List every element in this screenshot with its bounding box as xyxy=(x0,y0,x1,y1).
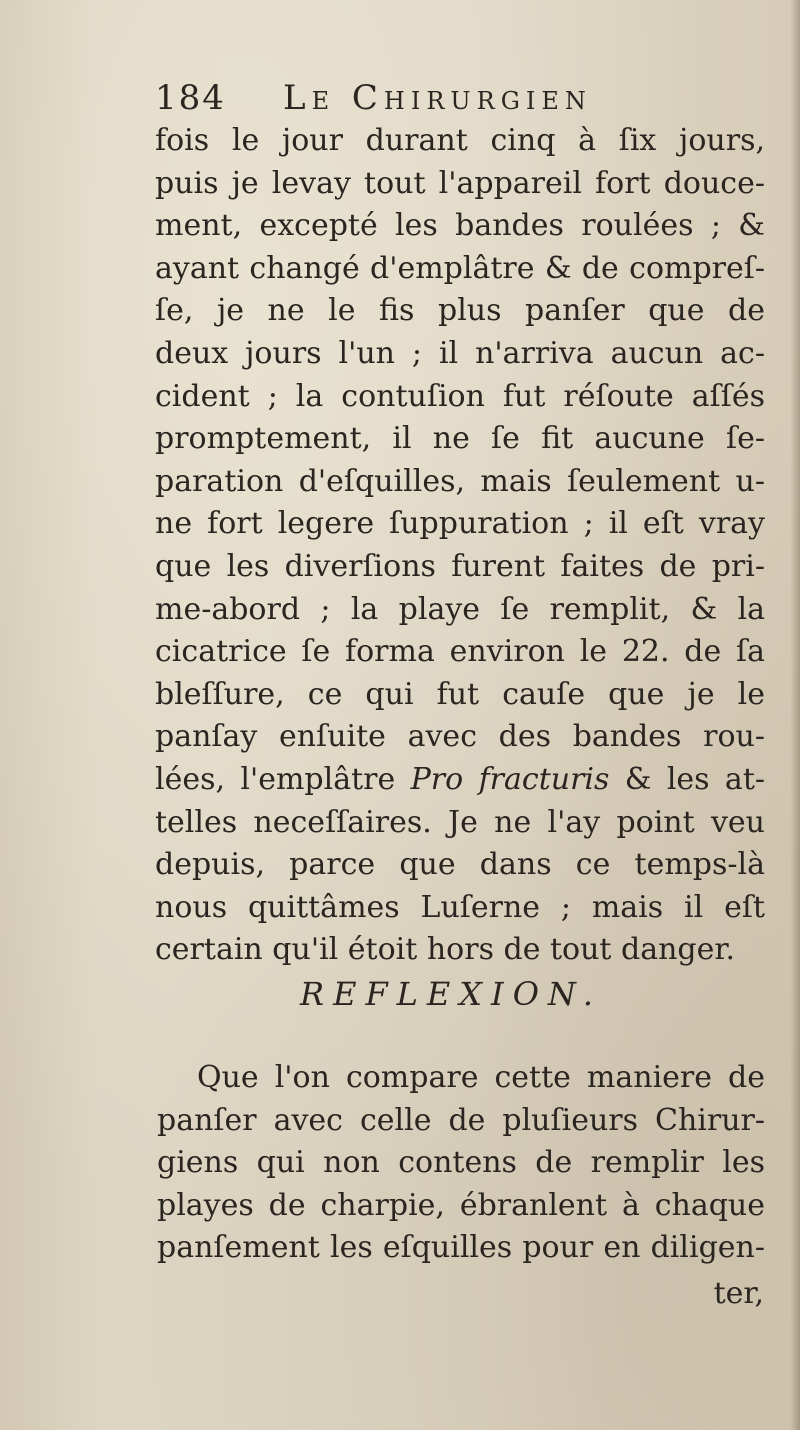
body-text xyxy=(155,120,765,972)
text-line: panſer avec celle de pluſieurs Chirur- xyxy=(157,1102,765,1138)
text-line: Que l'on compare cette maniere de xyxy=(197,1060,765,1095)
text-line: giens qui non contens de remplir les xyxy=(157,1145,765,1180)
text-line: cident ; la contuſion fut réſoute aſſés xyxy=(155,378,765,414)
text-line: ne fort legere ſuppuration ; il eſt vray xyxy=(155,506,765,542)
text-line: fois le jour durant cinq à ſix jours, xyxy=(155,123,765,158)
text-line: panſay enſuite avec des bandes rou- xyxy=(155,719,765,755)
page-edge-shadow xyxy=(790,0,800,1430)
italic-phrase: Pro fracturis xyxy=(410,761,610,797)
text-line: que les diverſions furent faites de pri- xyxy=(155,548,765,584)
text-line: me-abord ; la playe ſe remplit, & la xyxy=(155,591,765,627)
text-line: certain qu'il étoit hors de tout danger. xyxy=(155,932,735,968)
text-line: panſement les eſquilles pour en diligen- xyxy=(157,1230,765,1265)
page-header xyxy=(155,78,715,124)
text-line: depuis, parce que dans ce temps-là xyxy=(155,847,765,883)
reflection-text xyxy=(157,1057,765,1270)
text-line: ſe, je ne le fis plus panſer que de xyxy=(155,293,765,329)
running-title: Le Chirurgien xyxy=(283,78,592,118)
text-fragment: & les at- xyxy=(609,761,766,797)
text-line: promptement, il ne ſe fit aucune ſe- xyxy=(155,421,765,457)
text-line: deux jours l'un ; il n'arriva aucun ac- xyxy=(155,335,765,371)
text-line: cicatrice ſe forma environ le 22. de ſa xyxy=(155,634,765,670)
text-line: nous quittâmes Luſerne ; mais il eſt xyxy=(155,889,765,925)
text-line: puis je levay tout l'appareil fort douce- xyxy=(155,165,765,201)
text-line: ayant changé d'emplâtre & de compreſ- xyxy=(155,250,765,286)
text-line: bleſſure, ce qui fut cauſe que je le xyxy=(155,676,765,712)
page-number: 184 xyxy=(155,78,226,118)
text-line: playes de charpie, ébranlent à chaque xyxy=(157,1187,765,1223)
text-line: ment, excepté les bandes roulées ; & xyxy=(155,208,765,244)
text-line: paration d'eſquilles, mais ſeulement u- xyxy=(155,463,765,499)
text-fragment: lées, l'emplâtre xyxy=(155,761,411,797)
text-line-with-italic xyxy=(155,759,765,802)
text-line: telles neceſſaires. Je ne l'ay point veu xyxy=(155,804,765,840)
catchword: ter, xyxy=(713,1276,764,1311)
section-heading: REFLEXION. xyxy=(300,975,603,1013)
